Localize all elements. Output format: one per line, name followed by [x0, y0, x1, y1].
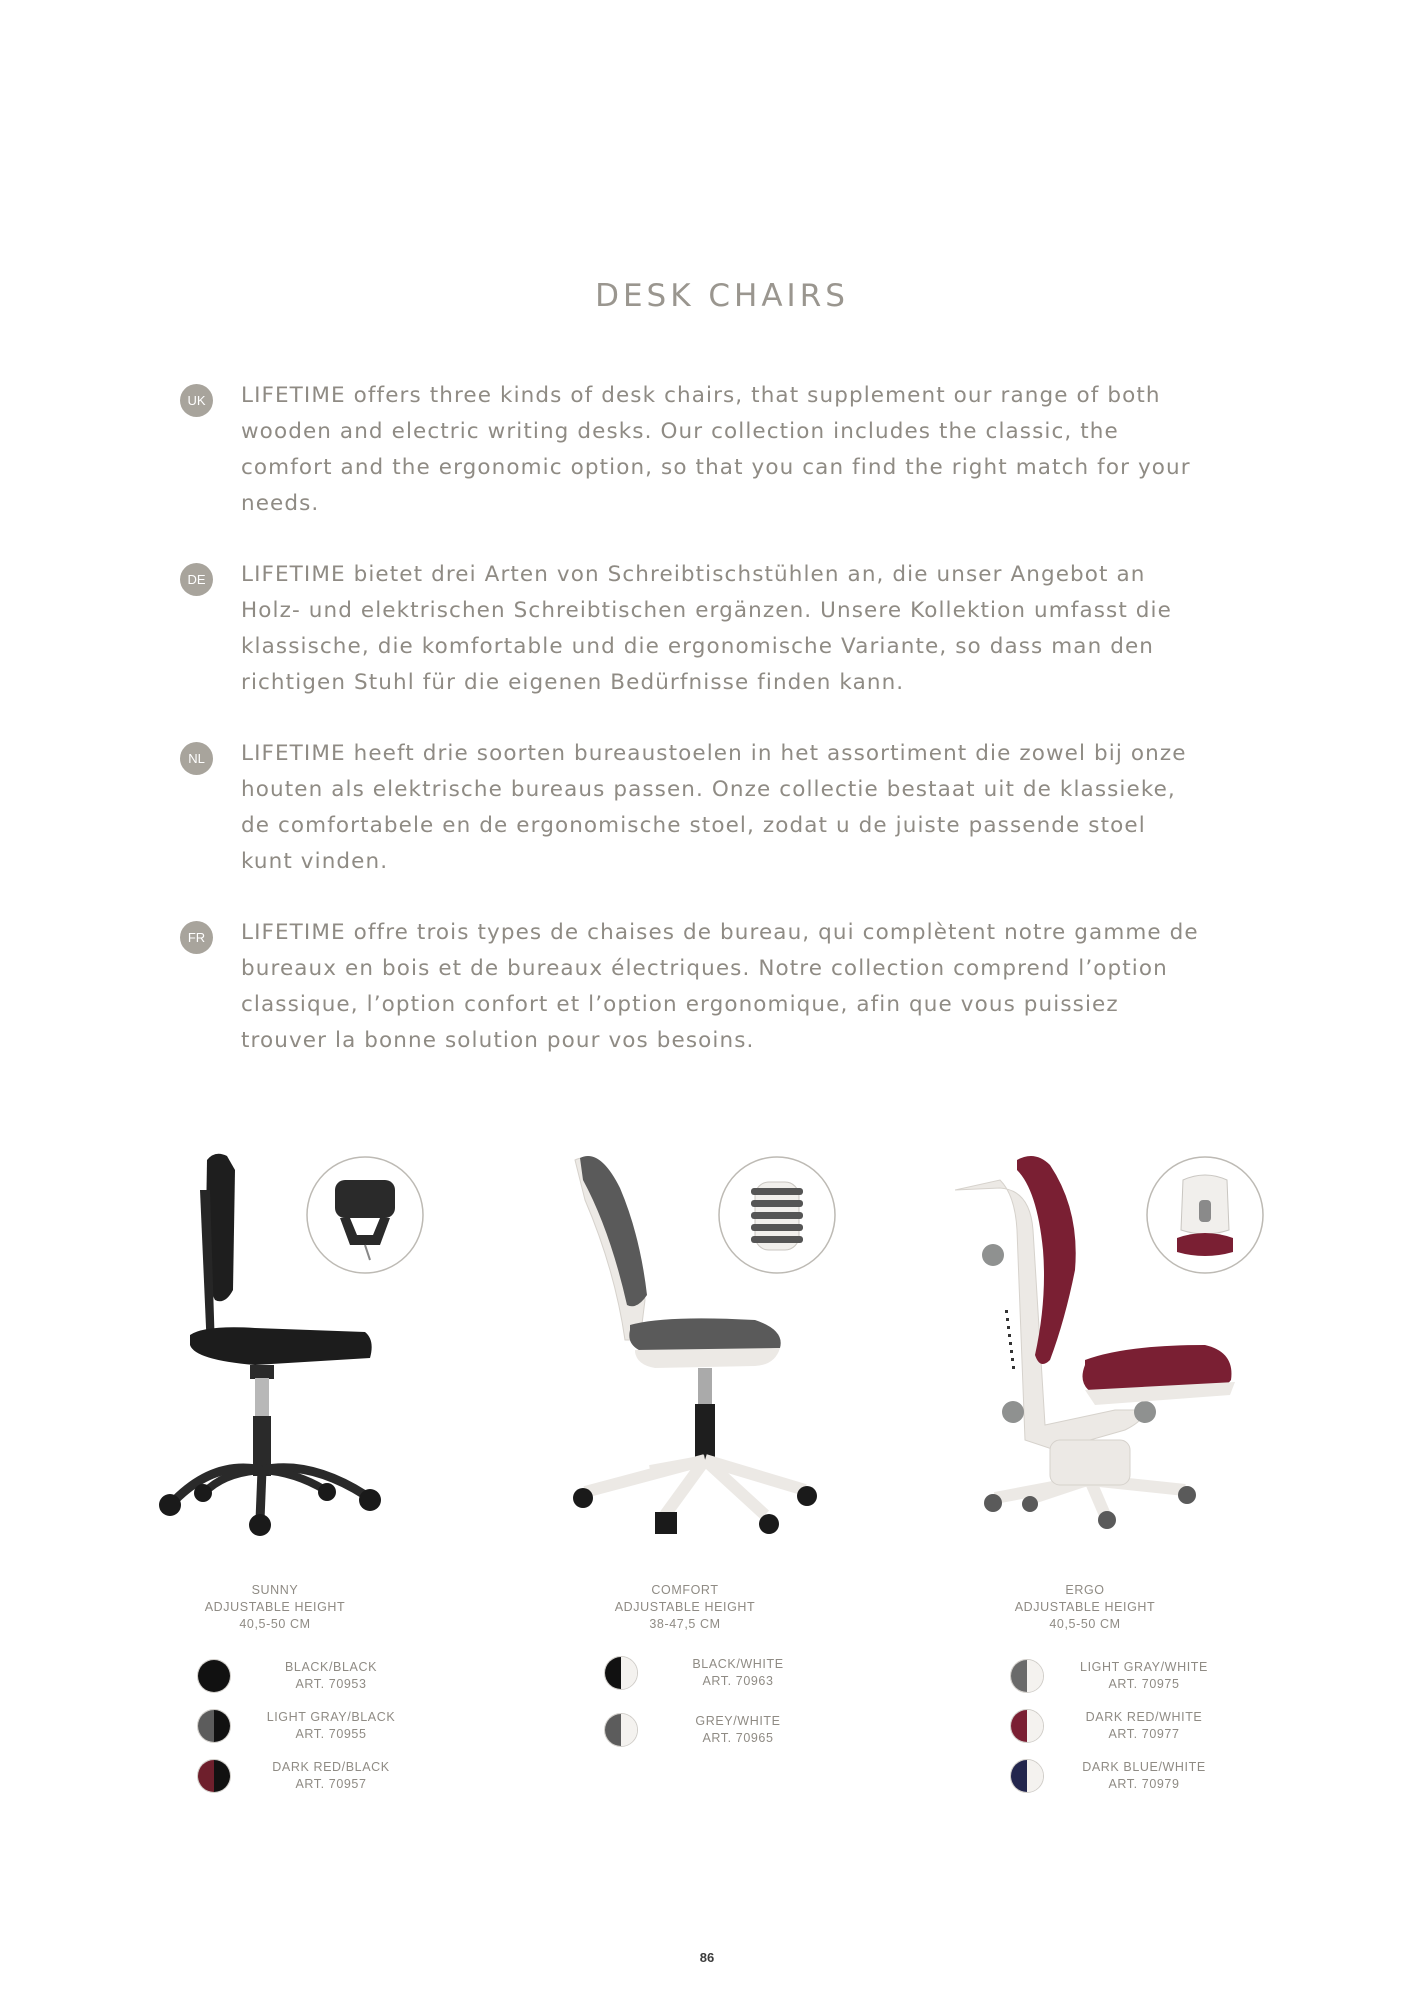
- swatch-right: [621, 1714, 637, 1746]
- swatch-left: [1011, 1710, 1027, 1742]
- lang-text-nl: LIFETIME heeft drie soorten bureaustoelen in het assortiment die zowel bij onze houten als elektrische bureaus passen. Onze collectie bestaat uit de klassieke, de comfortabele en de ergonomische stoel, zodat u de juiste passende stoel kunt vinden.: [241, 741, 1187, 874]
- swatch-left: [1011, 1760, 1027, 1792]
- variant-text: [1054, 1709, 1234, 1743]
- swatch-left: [605, 1714, 621, 1746]
- variant-color: DARK RED/WHITE: [1085, 1710, 1203, 1724]
- swatch-right: [621, 1657, 637, 1689]
- variant-text: [1054, 1759, 1234, 1793]
- variant-color: DARK BLUE/WHITE: [1082, 1760, 1206, 1774]
- swatch-left: [198, 1660, 214, 1692]
- variant-text: [241, 1709, 421, 1743]
- sunny-info: [145, 1582, 405, 1633]
- swatch-black-black: [197, 1659, 231, 1693]
- swatch-left: [198, 1760, 214, 1792]
- variant-ergo-darkred-white: [1010, 1709, 1270, 1749]
- lang-text-de: LIFETIME bietet drei Arten von Schreibtischstühlen an, die unser Angebot an Holz- und elektrischen Schreibtischen ergänzen. Unsere Kollektion umfasst die klassische, die komfortable und die ergonomische Variante, so dass man den richtigen Stuhl für die eigenen Bedürfnisse finden kann.: [241, 562, 1172, 695]
- swatch-right: [214, 1710, 230, 1742]
- ergo-height-range: 40,5-50 CM: [1049, 1617, 1121, 1631]
- variant-color: LIGHT GRAY/WHITE: [1080, 1660, 1208, 1674]
- swatch-right: [214, 1760, 230, 1792]
- ergo-height-label: ADJUSTABLE HEIGHT: [1014, 1600, 1156, 1614]
- swatch-left: [1011, 1660, 1027, 1692]
- sunny-name: SUNNY: [251, 1583, 299, 1597]
- variant-color: DARK RED/BLACK: [272, 1760, 390, 1774]
- variant-color: BLACK/WHITE: [692, 1657, 784, 1671]
- swatch-left: [605, 1657, 621, 1689]
- page-number: 86: [699, 1950, 715, 1965]
- lang-text-uk: LIFETIME offers three kinds of desk chairs, that supplement our range of both wooden and electric writing desks. Our collection includes the classic, the comfort and the ergonomic option, so that you can find the right match for your needs.: [241, 383, 1191, 516]
- lang-badge-fr: FR: [180, 921, 213, 954]
- variant-art: ART. 70963: [702, 1674, 774, 1688]
- ergo-chair-image: [955, 1120, 1285, 1560]
- swatch-right: [214, 1660, 230, 1692]
- ergo-info: [955, 1582, 1215, 1633]
- variant-text: [241, 1659, 421, 1693]
- sunny-height-range: 40,5-50 CM: [239, 1617, 311, 1631]
- variant-art: ART. 70965: [702, 1731, 774, 1745]
- lang-badge-nl: NL: [180, 742, 213, 775]
- product-ergo: [955, 1120, 1315, 1631]
- page-title: DESK CHAIRS: [595, 278, 849, 314]
- product-comfort: [555, 1120, 915, 1631]
- comfort-info: [555, 1582, 815, 1633]
- variant-text: [648, 1656, 828, 1690]
- lang-badge-uk: UK: [180, 384, 213, 417]
- variant-art: ART. 70977: [1108, 1727, 1180, 1741]
- variant-ergo-darkblue-white: [1010, 1759, 1270, 1799]
- variant-art: ART. 70957: [295, 1777, 367, 1791]
- variant-sunny-black-black: [197, 1659, 457, 1699]
- variant-text: [1054, 1659, 1234, 1693]
- swatch-right: [1027, 1660, 1043, 1692]
- sunny-chair-image: [145, 1120, 445, 1560]
- variant-text: [648, 1713, 828, 1747]
- variant-color: BLACK/BLACK: [284, 1660, 378, 1674]
- comfort-height-range: 38-47,5 CM: [649, 1617, 721, 1631]
- swatch-right: [1027, 1710, 1043, 1742]
- variant-art: ART. 70953: [295, 1677, 367, 1691]
- swatch-darkred-white: [1010, 1709, 1044, 1743]
- comfort-chair-image: [555, 1120, 855, 1560]
- variant-comfort-grey-white: [604, 1713, 864, 1753]
- swatch-lightgray-black: [197, 1709, 231, 1743]
- swatch-right: [1027, 1760, 1043, 1792]
- comfort-height-label: ADJUSTABLE HEIGHT: [614, 1600, 756, 1614]
- swatch-black-white: [604, 1656, 638, 1690]
- sunny-height-label: ADJUSTABLE HEIGHT: [204, 1600, 346, 1614]
- swatch-left: [198, 1710, 214, 1742]
- lang-text-fr: LIFETIME offre trois types de chaises de bureau, qui complètent notre gamme de bureaux en bois et de bureaux électriques. Notre collection comprend l’option classique, l’option confort et l’option ergonomique, afin que vous puissiez trouver la bonne solution pour vos besoins.: [241, 920, 1199, 1053]
- variant-art: ART. 70955: [295, 1727, 367, 1741]
- variant-art: ART. 70979: [1108, 1777, 1180, 1791]
- swatch-darkblue-white: [1010, 1759, 1044, 1793]
- variant-comfort-black-white: [604, 1656, 864, 1696]
- variant-art: ART. 70975: [1108, 1677, 1180, 1691]
- lang-badge-de: DE: [180, 563, 213, 596]
- variant-ergo-lightgray-white: [1010, 1659, 1270, 1699]
- product-sunny: [145, 1120, 505, 1631]
- comfort-name: COMFORT: [651, 1583, 719, 1597]
- variant-sunny-lightgray-black: [197, 1709, 457, 1749]
- ergo-name: ERGO: [1065, 1583, 1105, 1597]
- variant-text: [241, 1759, 421, 1793]
- variant-color: LIGHT GRAY/BLACK: [266, 1710, 396, 1724]
- swatch-darkred-black: [197, 1759, 231, 1793]
- swatch-grey-white: [604, 1713, 638, 1747]
- swatch-lightgray-white: [1010, 1659, 1044, 1693]
- variant-sunny-darkred-black: [197, 1759, 457, 1799]
- variant-color: GREY/WHITE: [695, 1714, 781, 1728]
